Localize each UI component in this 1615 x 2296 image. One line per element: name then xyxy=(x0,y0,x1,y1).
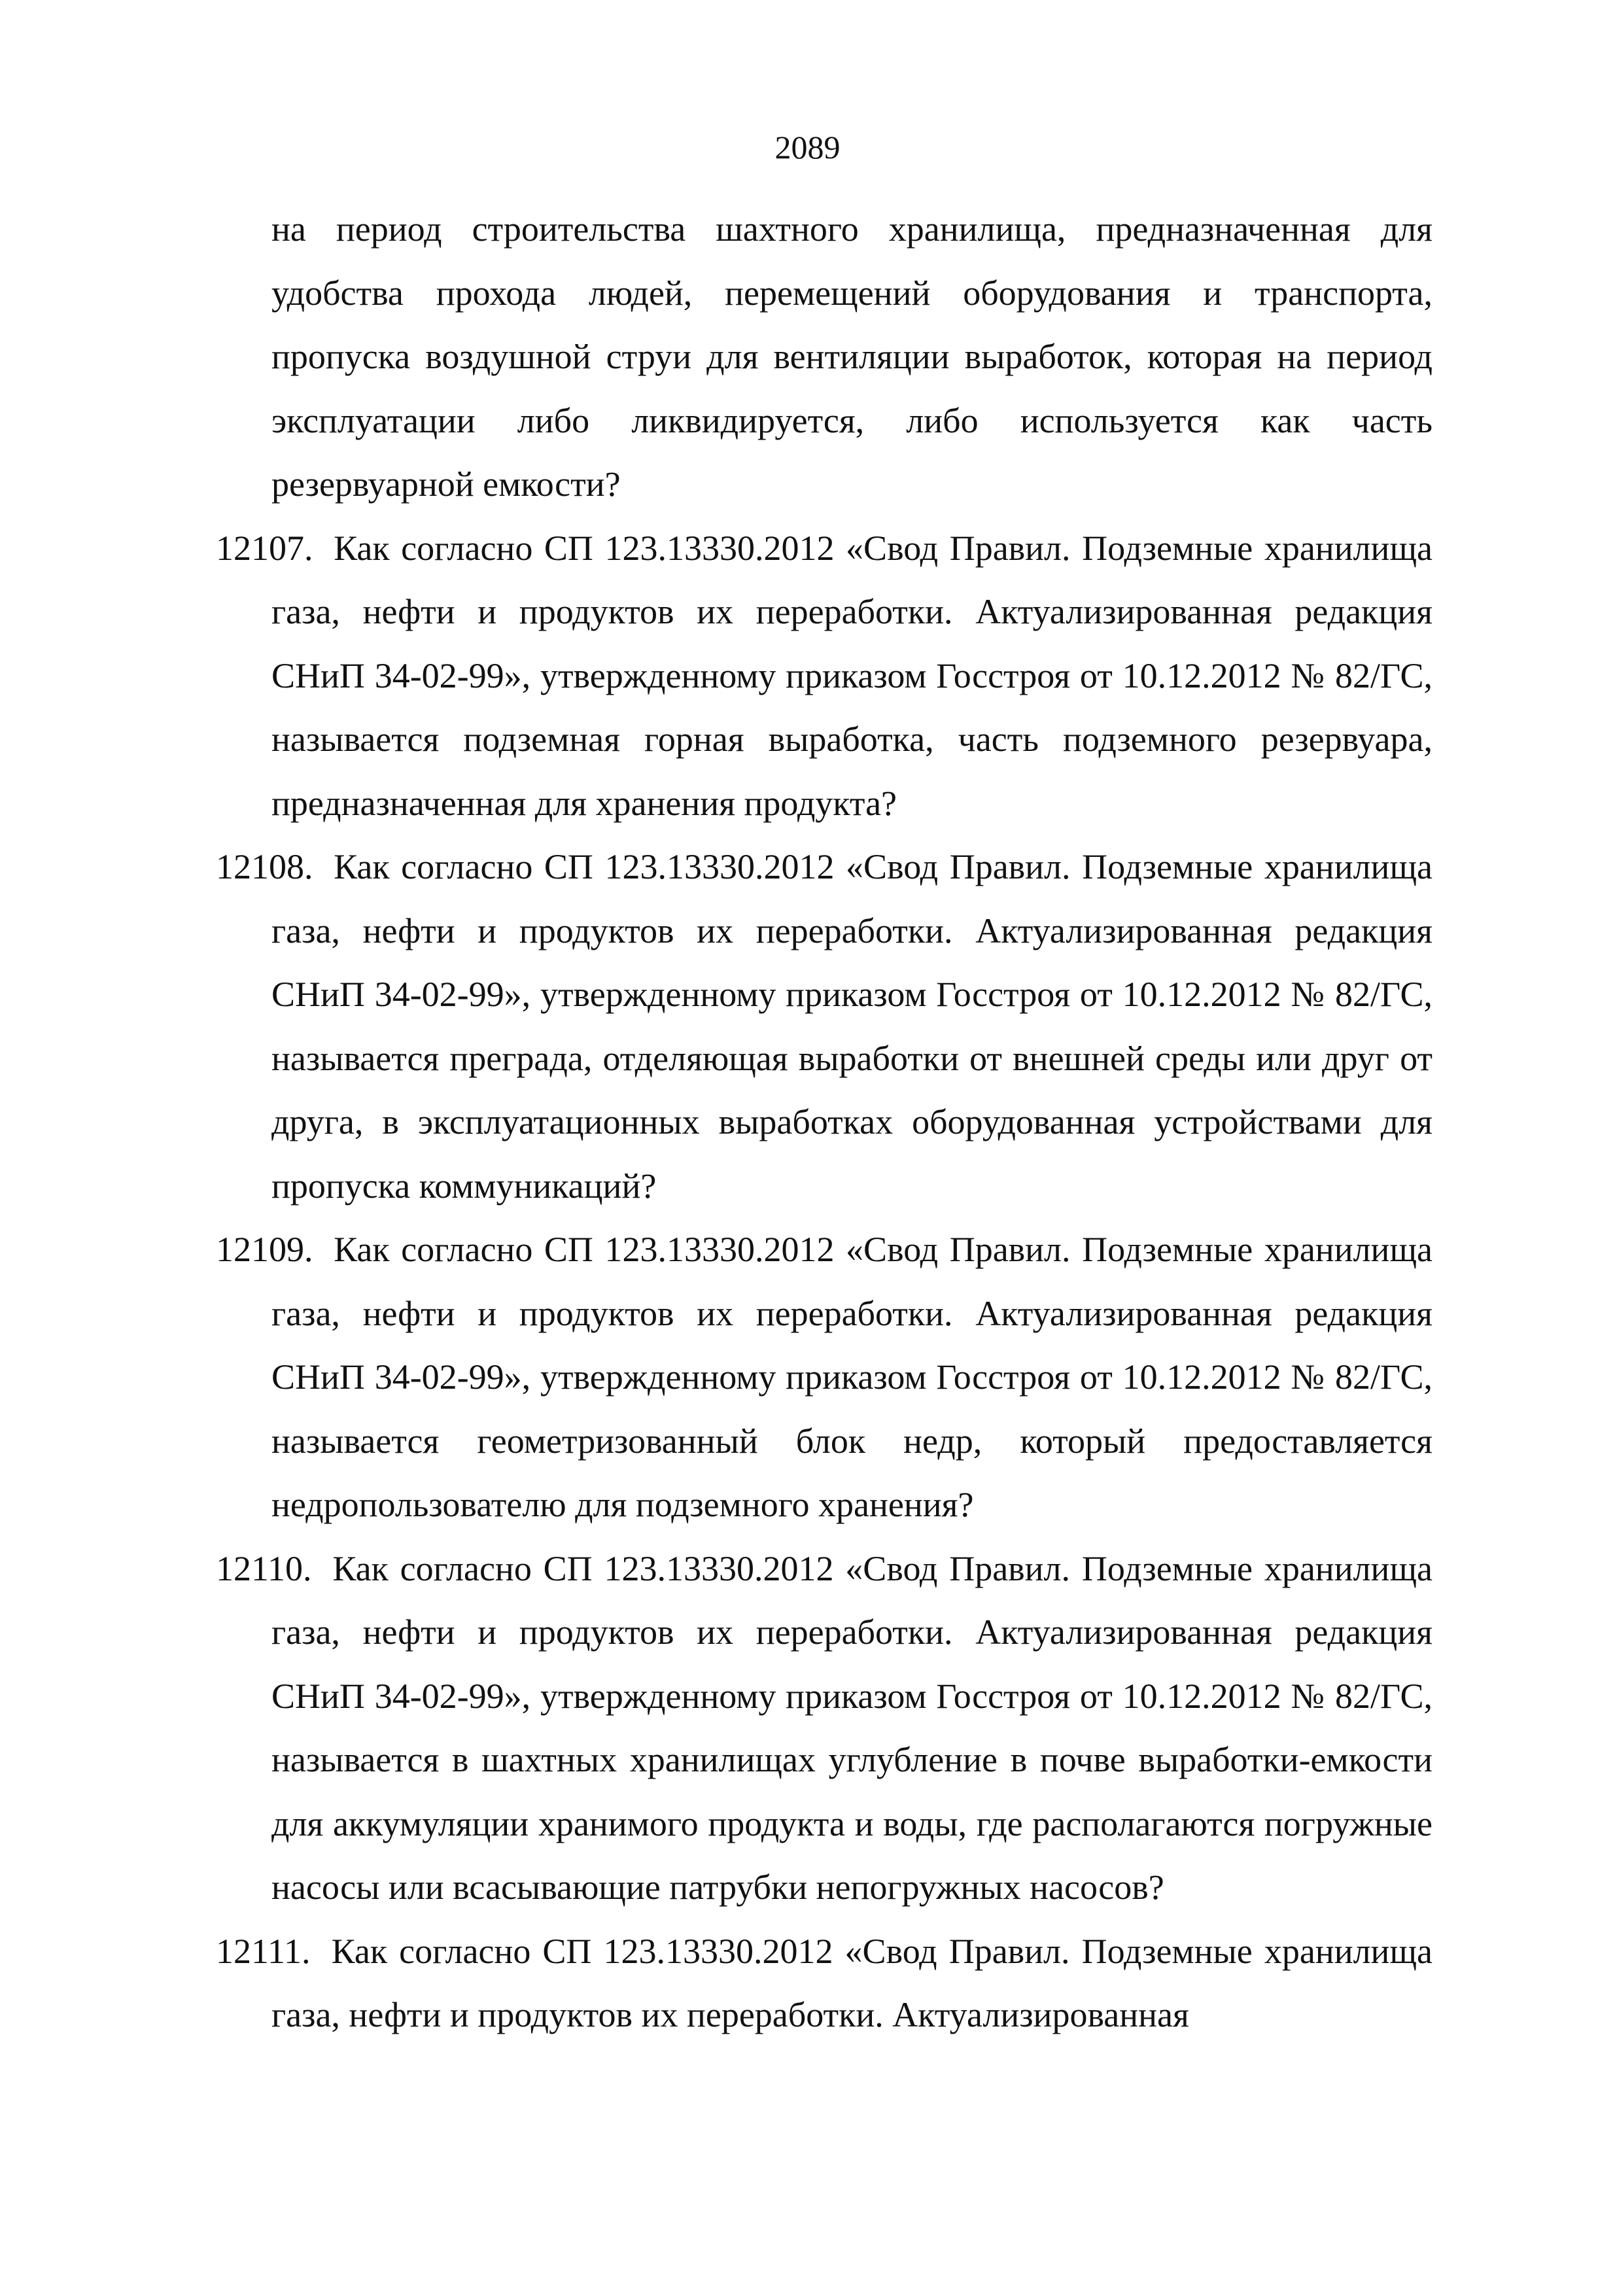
question-text: Как согласно СП 123.13330.2012 «Свод Правил. Подземные хранилища газа, нефти и продуктов их переработки. Актуализированная редакция СНиП 34-02-99», утвержденному приказом Госстроя от 10.12.2012 № 82/ГС, называется подземная горная выработка, часть подземного резервуара, предназначенная для хранения продукта? xyxy=(271,528,1433,823)
question-number: 12111. xyxy=(216,1931,311,1971)
question-text: Как согласно СП 123.13330.2012 «Свод Правил. Подземные хранилища газа, нефти и продуктов их переработки. Актуализированная редакция СНиП 34-02-99», утвержденному приказом Госстроя от 10.12.2012 № 82/ГС, называется в шахтных хранилищах углубление в почве выработки-емкости для аккумуляции хранимого продукта и воды, где располагаются погружные насосы или всасывающие патрубки непогружных насосов? xyxy=(271,1548,1433,1907)
question-number: 12109. xyxy=(216,1230,313,1269)
question-text: Как согласно СП 123.13330.2012 «Свод Правил. Подземные хранилища газа, нефти и продуктов их переработки. Актуализированная редакция СНиП 34-02-99», утвержденному приказом Госстроя от 10.12.2012 № 82/ГС, называется преграда, отделяющая выработки от внешней среды или друг от друга, в эксплуатационных выработках оборудованная устройствами для пропуска коммуникаций? xyxy=(271,847,1433,1206)
question-item xyxy=(216,835,1433,1218)
question-item xyxy=(216,1920,1433,2047)
page-content xyxy=(216,198,1433,2047)
question-item xyxy=(216,1537,1433,1920)
question-number: 12107. xyxy=(216,528,313,568)
page-number: 2089 xyxy=(774,129,841,165)
question-text: Как согласно СП 123.13330.2012 «Свод Правил. Подземные хранилища газа, нефти и продуктов их переработки. Актуализированная xyxy=(271,1931,1433,2034)
question-item xyxy=(216,517,1433,836)
question-number: 12110. xyxy=(216,1548,312,1588)
question-item xyxy=(216,1218,1433,1537)
question-text: Как согласно СП 123.13330.2012 «Свод Правил. Подземные хранилища газа, нефти и продуктов их переработки. Актуализированная редакция СНиП 34-02-99», утвержденному приказом Госстроя от 10.12.2012 № 82/ГС, называется геометризованный блок недр, который предоставляется недропользователю для подземного хранения? xyxy=(271,1230,1433,1524)
continuation-paragraph: на период строительства шахтного хранилища, предназначенная для удобства прохода людей, перемещений оборудования и транспорта, пропуска воздушной струи для вентиляции выработок, которая на период эксплуатации либо ликвидируется, либо используется как часть резервуарной емкости? xyxy=(271,209,1433,504)
question-number: 12108. xyxy=(216,847,313,886)
